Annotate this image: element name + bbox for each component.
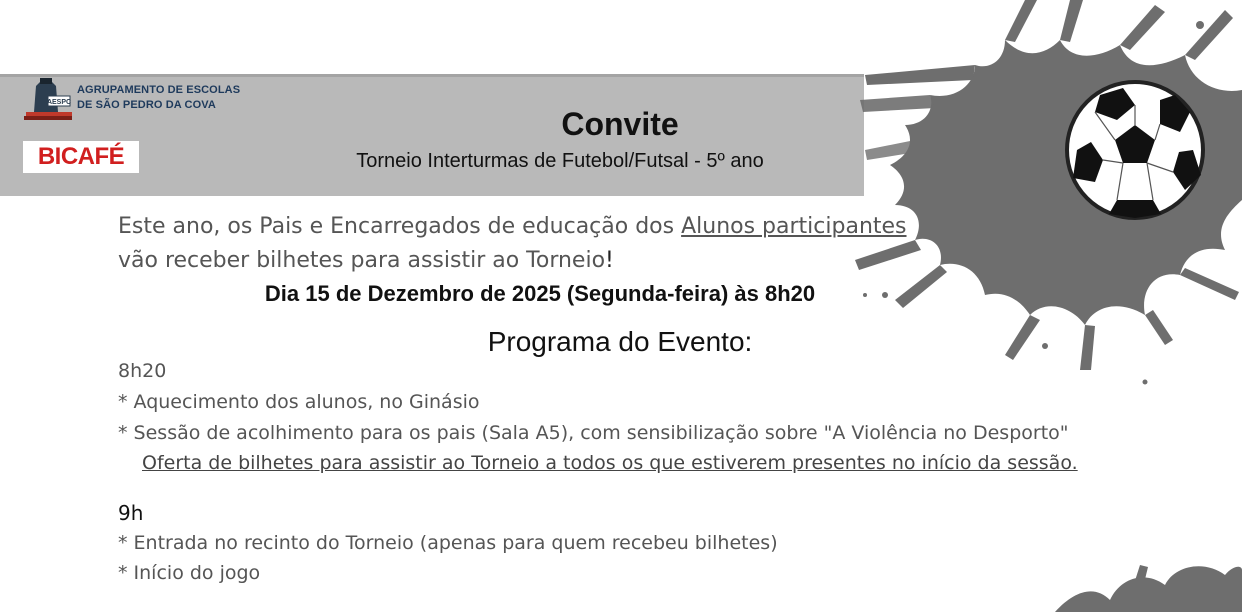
program-title: Programa do Evento: bbox=[487, 326, 753, 357]
intro-line-2 bbox=[118, 244, 938, 278]
program-item: * Aquecimento dos alunos, no Ginásio bbox=[118, 391, 480, 413]
soccer-ball-icon bbox=[1067, 82, 1203, 218]
slot-time-1: 8h20 bbox=[118, 360, 167, 382]
school-name-line2: DE SÃO PEDRO DA COVA bbox=[77, 99, 216, 111]
program-item: * Entrada no recinto do Torneio (apenas para quem recebeu bilhetes) bbox=[118, 532, 778, 554]
school-name bbox=[77, 83, 240, 113]
sponsor-logo: BICAFÉ bbox=[23, 141, 139, 173]
school-logo-text: AESPC bbox=[46, 99, 72, 106]
slot-time-2: 9h bbox=[118, 501, 144, 525]
event-date: Dia 15 de Dezembro de 2025 (Segunda-feira) às 8h20 bbox=[264, 281, 816, 306]
participants-link[interactable]: Alunos participantes bbox=[681, 214, 907, 239]
school-name-line1: AGRUPAMENTO DE ESCOLAS bbox=[77, 84, 241, 96]
intro-line-1 bbox=[118, 210, 938, 244]
intro-paragraph bbox=[118, 210, 938, 278]
program-item: * Sessão de acolhimento para os pais (Sala A5), com sensibilização sobre "A Violência no Desporto" bbox=[118, 422, 1069, 444]
intro-line2-end: ! bbox=[605, 248, 614, 273]
program-item: * Início do jogo bbox=[118, 562, 261, 584]
school-crest-icon bbox=[22, 76, 74, 122]
intro-line1-text: Este ano, os Pais e Encarregados de educação dos bbox=[118, 214, 682, 239]
page-title: Convite bbox=[561, 106, 679, 142]
page-subtitle: Torneio Interturmas de Futebol/Futsal - 5º ano bbox=[356, 150, 764, 172]
intro-line2-text: vão receber bilhetes para assistir ao Torneio bbox=[118, 248, 606, 273]
ticket-offer-note: Oferta de bilhetes para assistir ao Torneio a todos os que estiverem presentes no início da sessão. bbox=[142, 452, 1078, 474]
